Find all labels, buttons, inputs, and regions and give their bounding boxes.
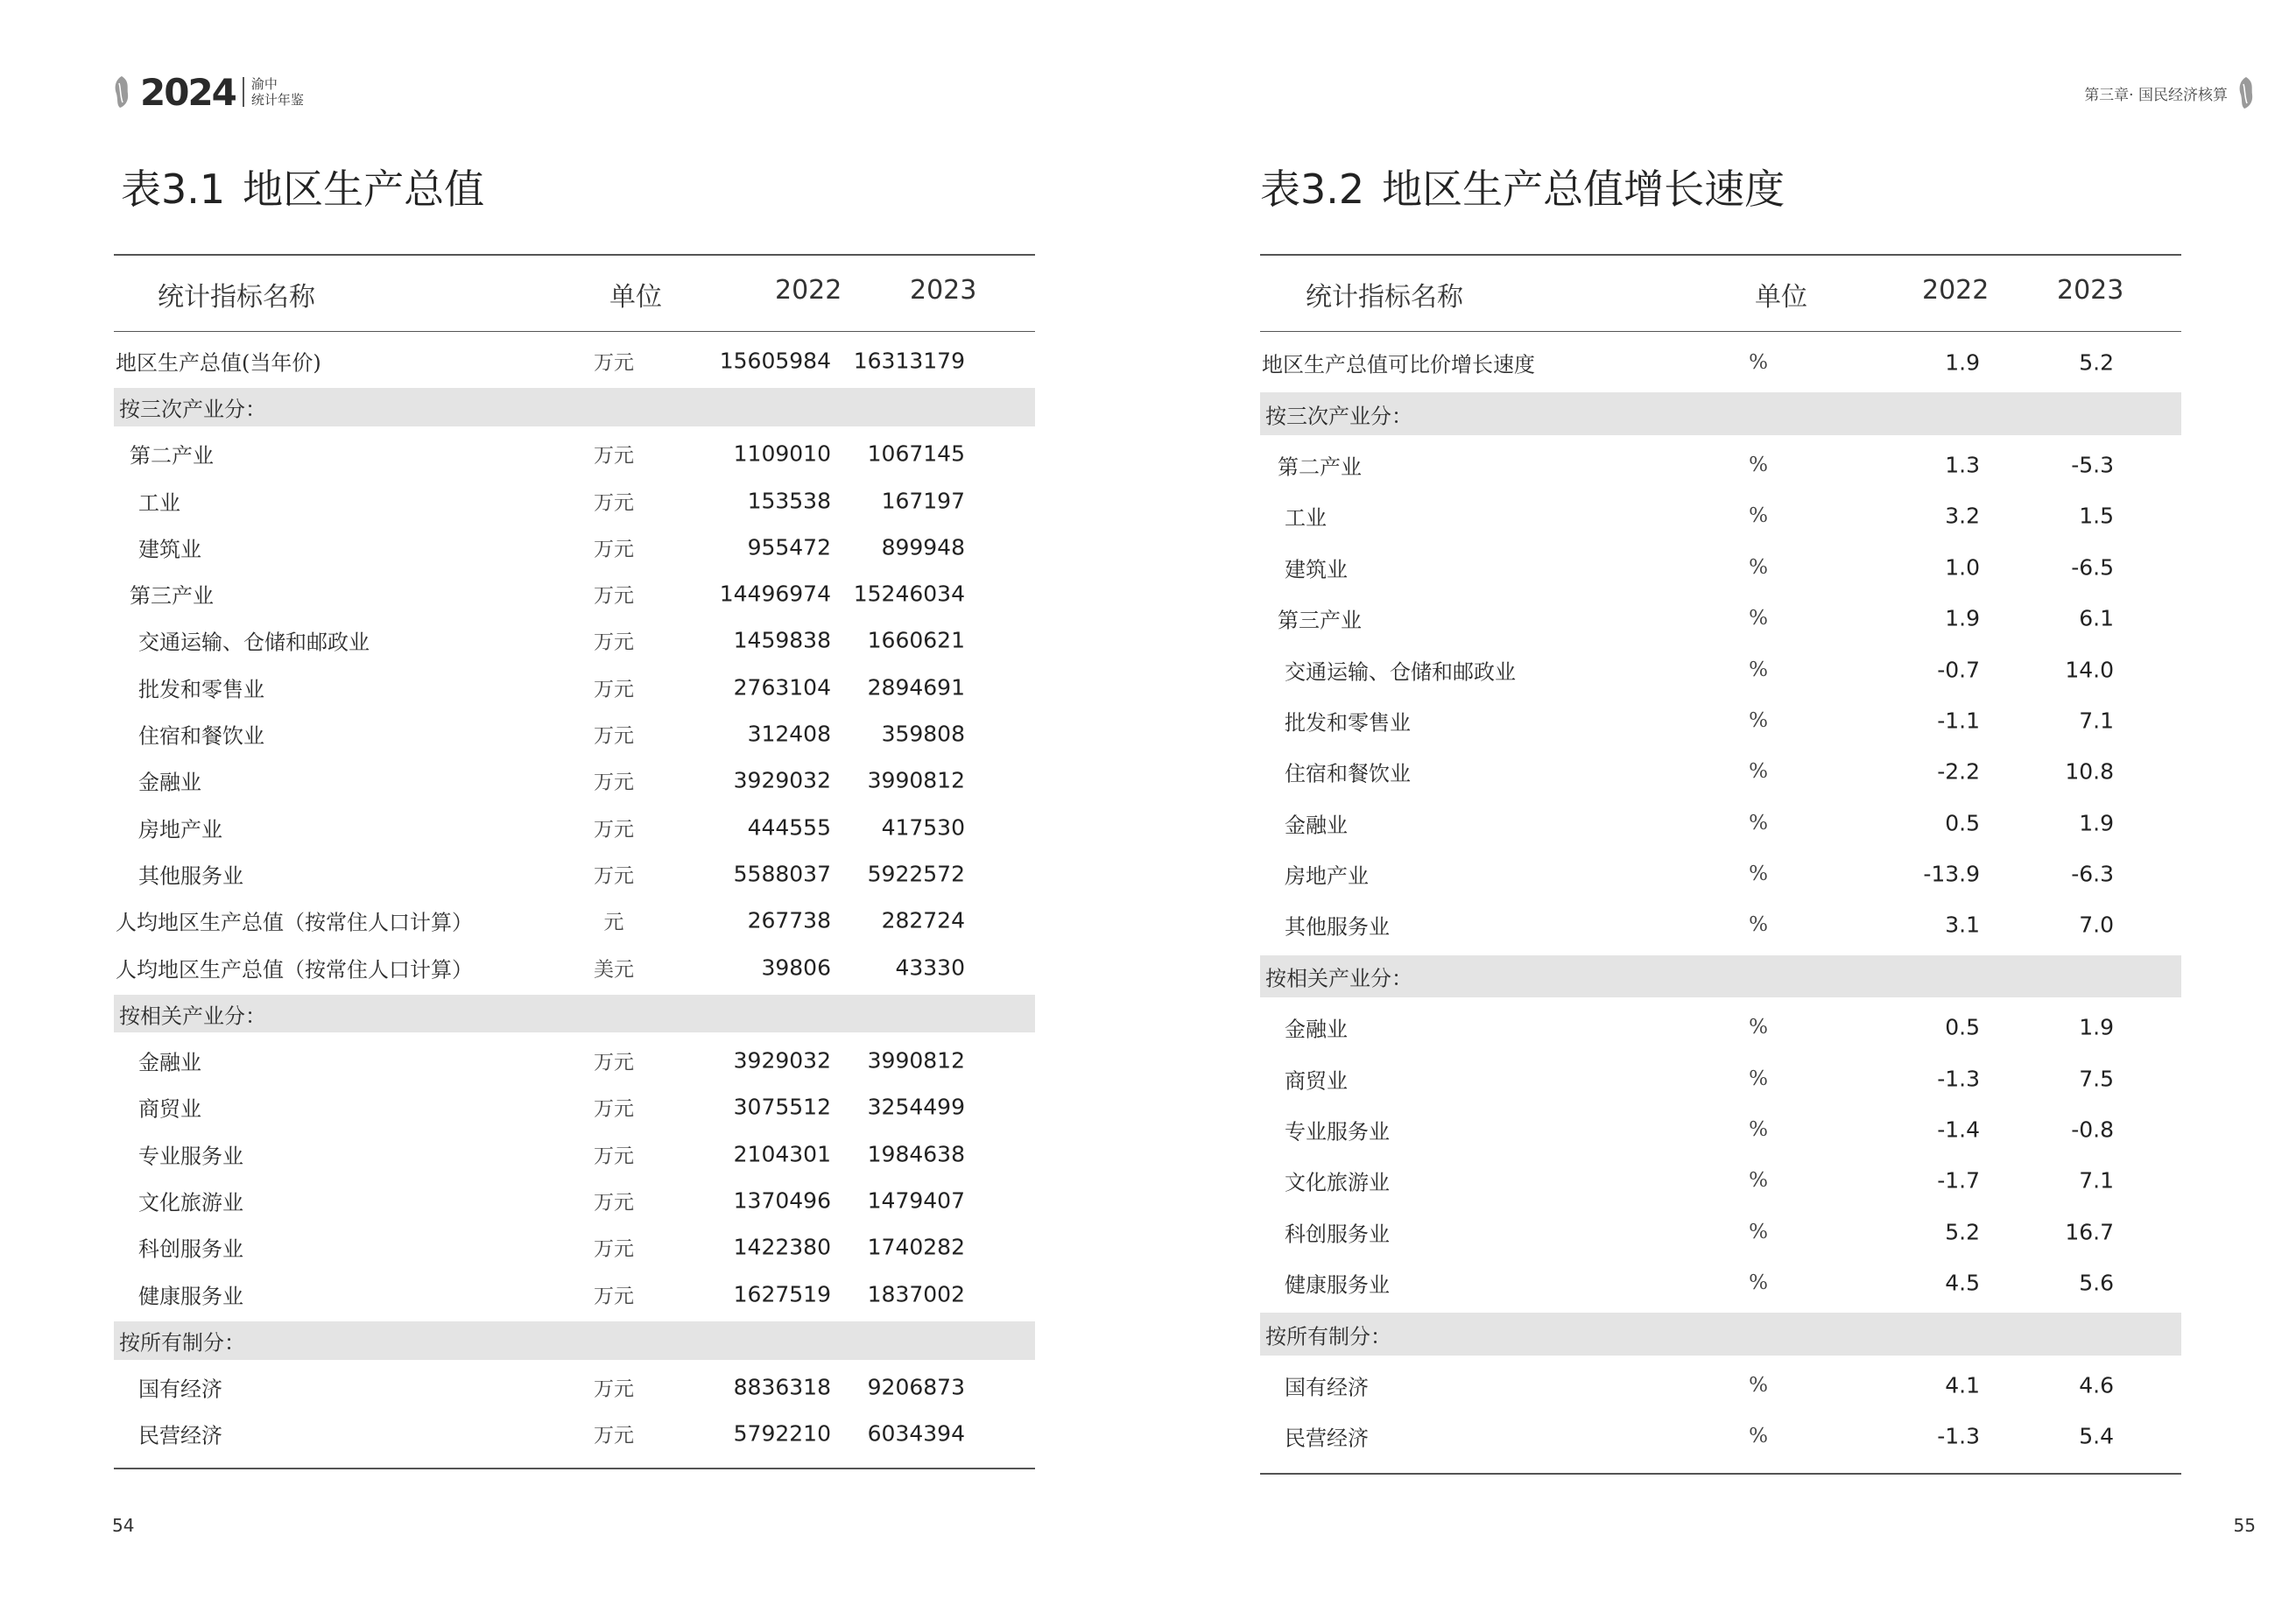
value-2023: 2894691 bbox=[867, 674, 965, 701]
table1-header bbox=[114, 254, 1035, 332]
row-unit: 万元 bbox=[594, 1377, 634, 1401]
table-row bbox=[114, 1037, 1035, 1083]
row-label: 商贸业 bbox=[1285, 1068, 1348, 1094]
row-unit: 元 bbox=[603, 911, 624, 934]
row-label: 金融业 bbox=[1285, 1017, 1348, 1042]
value-2022: 15605984 bbox=[719, 348, 831, 374]
row-unit: % bbox=[1749, 1067, 1768, 1090]
value-2023: 16313179 bbox=[853, 348, 965, 374]
row-label: 地区生产总值(当年价) bbox=[116, 350, 321, 376]
value-2023: -6.5 bbox=[2071, 554, 2114, 581]
logo-name-line2: 统计年鉴 bbox=[250, 92, 304, 108]
value-2023: 3254499 bbox=[867, 1094, 965, 1120]
row-unit: % bbox=[1749, 708, 1768, 732]
row-unit: 万元 bbox=[594, 491, 634, 515]
table2 bbox=[1260, 254, 2181, 1475]
table-row bbox=[114, 1177, 1035, 1223]
table-row bbox=[1260, 337, 2181, 388]
value-2022: 0.5 bbox=[1945, 1014, 1980, 1040]
value-2023: 417530 bbox=[881, 814, 965, 841]
row-label: 交通运输、仓储和邮政业 bbox=[1285, 659, 1516, 685]
section-row bbox=[1260, 1313, 2181, 1355]
value-2022: 1627519 bbox=[733, 1281, 831, 1307]
table-row bbox=[114, 1084, 1035, 1131]
table-row bbox=[1260, 1155, 2181, 1206]
row-unit: 万元 bbox=[594, 864, 634, 888]
value-2022: 1.3 bbox=[1945, 452, 1980, 478]
col-header-name: 统计指标名称 bbox=[1306, 282, 1463, 313]
page-number-left: 54 bbox=[112, 1515, 135, 1536]
value-2023: 1660621 bbox=[867, 627, 965, 653]
value-2023: 7.5 bbox=[2079, 1066, 2114, 1092]
table-row bbox=[114, 477, 1035, 524]
section-label: 按三次产业分： bbox=[119, 397, 266, 422]
row-unit: % bbox=[1749, 453, 1768, 476]
table-row bbox=[114, 524, 1035, 570]
value-2023: 4.6 bbox=[2079, 1372, 2114, 1398]
logo-name bbox=[251, 76, 304, 108]
section-label: 按所有制分： bbox=[1265, 1324, 1391, 1349]
value-2023: 10.8 bbox=[2065, 758, 2114, 785]
row-label: 第二产业 bbox=[130, 443, 214, 468]
row-unit: % bbox=[1749, 1271, 1768, 1295]
value-2023: 899948 bbox=[881, 534, 965, 560]
table-row bbox=[1260, 1002, 2181, 1053]
section-row bbox=[114, 995, 1035, 1032]
right-page bbox=[1148, 0, 2296, 1613]
chapter-title: 第三章· 国民经济核算 bbox=[2084, 86, 2228, 104]
value-2022: 955472 bbox=[747, 534, 831, 560]
row-unit: 万元 bbox=[594, 351, 634, 375]
value-2022: 1.0 bbox=[1945, 554, 1980, 581]
row-unit: % bbox=[1749, 504, 1768, 528]
value-2022: -2.2 bbox=[1937, 758, 1980, 785]
value-2022: -0.7 bbox=[1937, 657, 1980, 683]
row-unit: % bbox=[1749, 1169, 1768, 1193]
row-unit: % bbox=[1749, 607, 1768, 630]
value-2022: 1.9 bbox=[1945, 349, 1980, 376]
section-label: 按三次产业分： bbox=[1265, 404, 1412, 429]
row-label: 人均地区生产总值（按常住人口计算） bbox=[116, 957, 473, 982]
value-2023: 16.7 bbox=[2065, 1219, 2114, 1245]
table-row bbox=[1260, 1360, 2181, 1411]
row-unit: % bbox=[1749, 1016, 1768, 1039]
section-label: 按相关产业分： bbox=[1265, 966, 1412, 991]
value-2022: 1.9 bbox=[1945, 605, 1980, 631]
col-header-2022: 2022 bbox=[775, 275, 842, 306]
row-label: 批发和零售业 bbox=[138, 677, 264, 702]
row-unit: 万元 bbox=[594, 630, 634, 654]
row-label: 批发和零售业 bbox=[1285, 710, 1411, 736]
table-row bbox=[1260, 899, 2181, 950]
row-label: 金融业 bbox=[138, 1050, 201, 1075]
row-label: 民营经济 bbox=[1285, 1426, 1369, 1451]
table-row bbox=[1260, 1411, 2181, 1462]
value-2022: 39806 bbox=[761, 954, 831, 980]
value-2022: 5588037 bbox=[733, 861, 831, 887]
value-2022: 0.5 bbox=[1945, 810, 1980, 836]
value-2022: -1.3 bbox=[1937, 1066, 1980, 1092]
value-2022: 1109010 bbox=[733, 440, 831, 467]
table-row bbox=[1260, 1053, 2181, 1103]
table-row bbox=[114, 898, 1035, 944]
row-unit: 万元 bbox=[594, 771, 634, 794]
table-row bbox=[114, 757, 1035, 804]
row-label: 房地产业 bbox=[138, 817, 222, 842]
row-label: 工业 bbox=[1285, 505, 1327, 531]
value-2023: 15246034 bbox=[853, 581, 965, 607]
row-unit: 万元 bbox=[594, 1051, 634, 1074]
section-row bbox=[1260, 955, 2181, 997]
value-2023: 1.5 bbox=[2079, 503, 2114, 529]
row-label: 第三产业 bbox=[1278, 608, 1362, 633]
value-2022: -13.9 bbox=[1923, 861, 1980, 887]
row-unit: % bbox=[1749, 760, 1768, 784]
value-2022: -1.3 bbox=[1937, 1423, 1980, 1449]
value-2022: 4.1 bbox=[1945, 1372, 1980, 1398]
col-header-2023: 2023 bbox=[910, 275, 977, 306]
value-2022: 3929032 bbox=[733, 767, 831, 793]
table-row bbox=[114, 1364, 1035, 1411]
section-label: 按相关产业分： bbox=[119, 1004, 266, 1029]
table-row bbox=[1260, 1207, 2181, 1257]
row-label: 健康服务业 bbox=[138, 1284, 243, 1309]
row-label: 健康服务业 bbox=[1285, 1272, 1390, 1298]
value-2022: 1422380 bbox=[733, 1234, 831, 1260]
value-2023: 1984638 bbox=[867, 1141, 965, 1167]
value-2023: 7.1 bbox=[2079, 1167, 2114, 1194]
value-2022: 444555 bbox=[747, 814, 831, 841]
row-label: 国有经济 bbox=[138, 1377, 222, 1402]
value-2022: 3929032 bbox=[733, 1047, 831, 1074]
value-2023: 3990812 bbox=[867, 767, 965, 793]
col-header-2022: 2022 bbox=[1922, 275, 1990, 306]
value-2023: 7.0 bbox=[2079, 912, 2114, 938]
table-row bbox=[1260, 440, 2181, 490]
value-2022: 2104301 bbox=[733, 1141, 831, 1167]
row-label: 房地产业 bbox=[1285, 863, 1369, 889]
row-label: 科创服务业 bbox=[1285, 1222, 1390, 1247]
table2-number: 表3.2 bbox=[1260, 166, 1365, 213]
row-unit: 万元 bbox=[594, 818, 634, 842]
table-row bbox=[1260, 542, 2181, 593]
section-row bbox=[1260, 392, 2181, 434]
logo-divider bbox=[243, 77, 244, 107]
row-unit: % bbox=[1749, 1425, 1768, 1448]
table-row bbox=[114, 944, 1035, 990]
row-label: 文化旅游业 bbox=[1285, 1170, 1390, 1195]
row-label: 国有经济 bbox=[1285, 1375, 1369, 1400]
value-2023: 14.0 bbox=[2065, 657, 2114, 683]
row-unit: 美元 bbox=[594, 958, 634, 981]
row-unit: % bbox=[1749, 913, 1768, 937]
running-head bbox=[2084, 75, 2256, 110]
table2-title-text: 地区生产总值增长速度 bbox=[1382, 166, 1785, 213]
row-unit: 万元 bbox=[594, 584, 634, 608]
table-row bbox=[114, 710, 1035, 757]
row-unit: 万元 bbox=[594, 1424, 634, 1447]
value-2023: 5.2 bbox=[2079, 349, 2114, 376]
row-label: 其他服务业 bbox=[1285, 914, 1390, 940]
page-number-right: 55 bbox=[2233, 1515, 2256, 1536]
row-label: 交通运输、仓储和邮政业 bbox=[138, 630, 370, 655]
table1-title-text: 地区生产总值 bbox=[243, 166, 485, 213]
value-2023: 43330 bbox=[895, 954, 965, 980]
value-2022: 3075512 bbox=[733, 1094, 831, 1120]
row-unit: 万元 bbox=[594, 1285, 634, 1308]
table-row bbox=[114, 1131, 1035, 1177]
table-row bbox=[1260, 695, 2181, 746]
value-2023: 282724 bbox=[881, 907, 965, 933]
value-2023: 5922572 bbox=[867, 861, 965, 887]
value-2022: -1.1 bbox=[1937, 708, 1980, 734]
row-label: 第三产业 bbox=[130, 583, 214, 609]
value-2022: 5.2 bbox=[1945, 1219, 1980, 1245]
section-label: 按所有制分： bbox=[119, 1330, 245, 1356]
value-2023: 5.4 bbox=[2079, 1423, 2114, 1449]
row-unit: % bbox=[1749, 351, 1768, 375]
value-2023: 7.1 bbox=[2079, 708, 2114, 734]
row-label: 专业服务业 bbox=[1285, 1119, 1390, 1145]
table2-title bbox=[1260, 158, 1802, 215]
row-unit: % bbox=[1749, 1220, 1768, 1243]
row-label: 地区生产总值可比价增长速度 bbox=[1262, 352, 1535, 377]
table-row bbox=[114, 617, 1035, 664]
row-unit: 万元 bbox=[594, 538, 634, 561]
logo-name-line1: 渝中 bbox=[250, 76, 278, 92]
table-row bbox=[1260, 490, 2181, 541]
value-2023: 1740282 bbox=[867, 1234, 965, 1260]
value-2022: 4.5 bbox=[1945, 1270, 1980, 1296]
table-row bbox=[114, 664, 1035, 710]
row-label: 住宿和餐饮业 bbox=[138, 723, 264, 749]
value-2022: -1.7 bbox=[1937, 1167, 1980, 1194]
row-unit: 万元 bbox=[594, 1191, 634, 1215]
section-row bbox=[114, 1321, 1035, 1359]
table1-body bbox=[114, 337, 1035, 1469]
value-2023: -6.3 bbox=[2071, 861, 2114, 887]
value-2022: 153538 bbox=[747, 488, 831, 514]
col-header-name: 统计指标名称 bbox=[158, 282, 315, 313]
row-unit: 万元 bbox=[594, 1237, 634, 1261]
value-2023: 1.9 bbox=[2079, 1014, 2114, 1040]
table1-title bbox=[121, 158, 502, 215]
value-2022: 14496974 bbox=[719, 581, 831, 607]
value-2023: -0.8 bbox=[2071, 1116, 2114, 1143]
value-2023: -5.3 bbox=[2071, 452, 2114, 478]
table2-header bbox=[1260, 254, 2181, 332]
logo-emblem-icon bbox=[112, 74, 131, 109]
row-label: 第二产业 bbox=[1278, 454, 1362, 480]
row-label: 金融业 bbox=[138, 770, 201, 795]
value-2023: 9206873 bbox=[867, 1374, 965, 1400]
value-2023: 359808 bbox=[881, 721, 965, 747]
row-label: 建筑业 bbox=[138, 537, 201, 562]
value-2022: 8836318 bbox=[733, 1374, 831, 1400]
row-unit: 万元 bbox=[594, 724, 634, 748]
row-unit: % bbox=[1749, 1118, 1768, 1142]
table-row bbox=[1260, 1257, 2181, 1308]
value-2023: 167197 bbox=[881, 488, 965, 514]
table-row bbox=[1260, 849, 2181, 899]
col-header-2023: 2023 bbox=[2057, 275, 2124, 306]
value-2022: 312408 bbox=[747, 721, 831, 747]
table-row bbox=[114, 850, 1035, 897]
value-2022: -1.4 bbox=[1937, 1116, 1980, 1143]
table-row bbox=[1260, 593, 2181, 644]
value-2023: 1067145 bbox=[867, 440, 965, 467]
row-label: 人均地区生产总值（按常住人口计算） bbox=[116, 910, 473, 935]
value-2022: 267738 bbox=[747, 907, 831, 933]
table-row bbox=[114, 1224, 1035, 1271]
table-row bbox=[114, 804, 1035, 850]
table-row bbox=[1260, 798, 2181, 849]
value-2023: 1.9 bbox=[2079, 810, 2114, 836]
value-2023: 3990812 bbox=[867, 1047, 965, 1074]
table-row bbox=[114, 1271, 1035, 1317]
table1 bbox=[114, 254, 1035, 1469]
row-label: 工业 bbox=[138, 490, 180, 516]
table-row bbox=[114, 337, 1035, 384]
row-unit: % bbox=[1749, 863, 1768, 886]
logo-year: 2024 bbox=[140, 70, 236, 114]
row-label: 其他服务业 bbox=[138, 863, 243, 889]
row-label: 住宿和餐饮业 bbox=[1285, 761, 1411, 786]
row-unit: 万元 bbox=[594, 1097, 634, 1121]
table2-body bbox=[1260, 337, 2181, 1475]
yearbook-logo bbox=[112, 70, 304, 114]
chapter-emblem-icon bbox=[2236, 75, 2256, 110]
col-header-unit: 单位 bbox=[609, 282, 662, 313]
value-2022: 3.2 bbox=[1945, 503, 1980, 529]
value-2022: 3.1 bbox=[1945, 912, 1980, 938]
table-row bbox=[1260, 644, 2181, 694]
row-label: 民营经济 bbox=[138, 1423, 222, 1448]
table-row bbox=[114, 570, 1035, 616]
section-row bbox=[114, 388, 1035, 426]
value-2023: 6.1 bbox=[2079, 605, 2114, 631]
col-header-unit: 单位 bbox=[1755, 282, 1807, 313]
row-unit: 万元 bbox=[594, 1145, 634, 1168]
row-label: 专业服务业 bbox=[138, 1144, 243, 1169]
value-2023: 1837002 bbox=[867, 1281, 965, 1307]
row-unit: % bbox=[1749, 811, 1768, 835]
value-2023: 1479407 bbox=[867, 1187, 965, 1214]
row-unit: % bbox=[1749, 555, 1768, 579]
value-2023: 6034394 bbox=[867, 1420, 965, 1447]
row-label: 金融业 bbox=[1285, 813, 1348, 838]
value-2022: 5792210 bbox=[733, 1420, 831, 1447]
table-row bbox=[1260, 1104, 2181, 1155]
table-row bbox=[114, 1411, 1035, 1457]
table-row bbox=[1260, 746, 2181, 797]
row-unit: % bbox=[1749, 1374, 1768, 1397]
row-label: 建筑业 bbox=[1285, 557, 1348, 582]
table-row bbox=[114, 431, 1035, 477]
value-2023: 5.6 bbox=[2079, 1270, 2114, 1296]
value-2022: 1459838 bbox=[733, 627, 831, 653]
table1-number: 表3.1 bbox=[121, 166, 226, 213]
row-label: 科创服务业 bbox=[138, 1236, 243, 1262]
row-label: 商贸业 bbox=[138, 1096, 201, 1122]
row-unit: 万元 bbox=[594, 444, 634, 468]
row-unit: 万元 bbox=[594, 678, 634, 701]
row-label: 文化旅游业 bbox=[138, 1190, 243, 1215]
row-unit: % bbox=[1749, 658, 1768, 681]
value-2022: 1370496 bbox=[733, 1187, 831, 1214]
value-2022: 2763104 bbox=[733, 674, 831, 701]
